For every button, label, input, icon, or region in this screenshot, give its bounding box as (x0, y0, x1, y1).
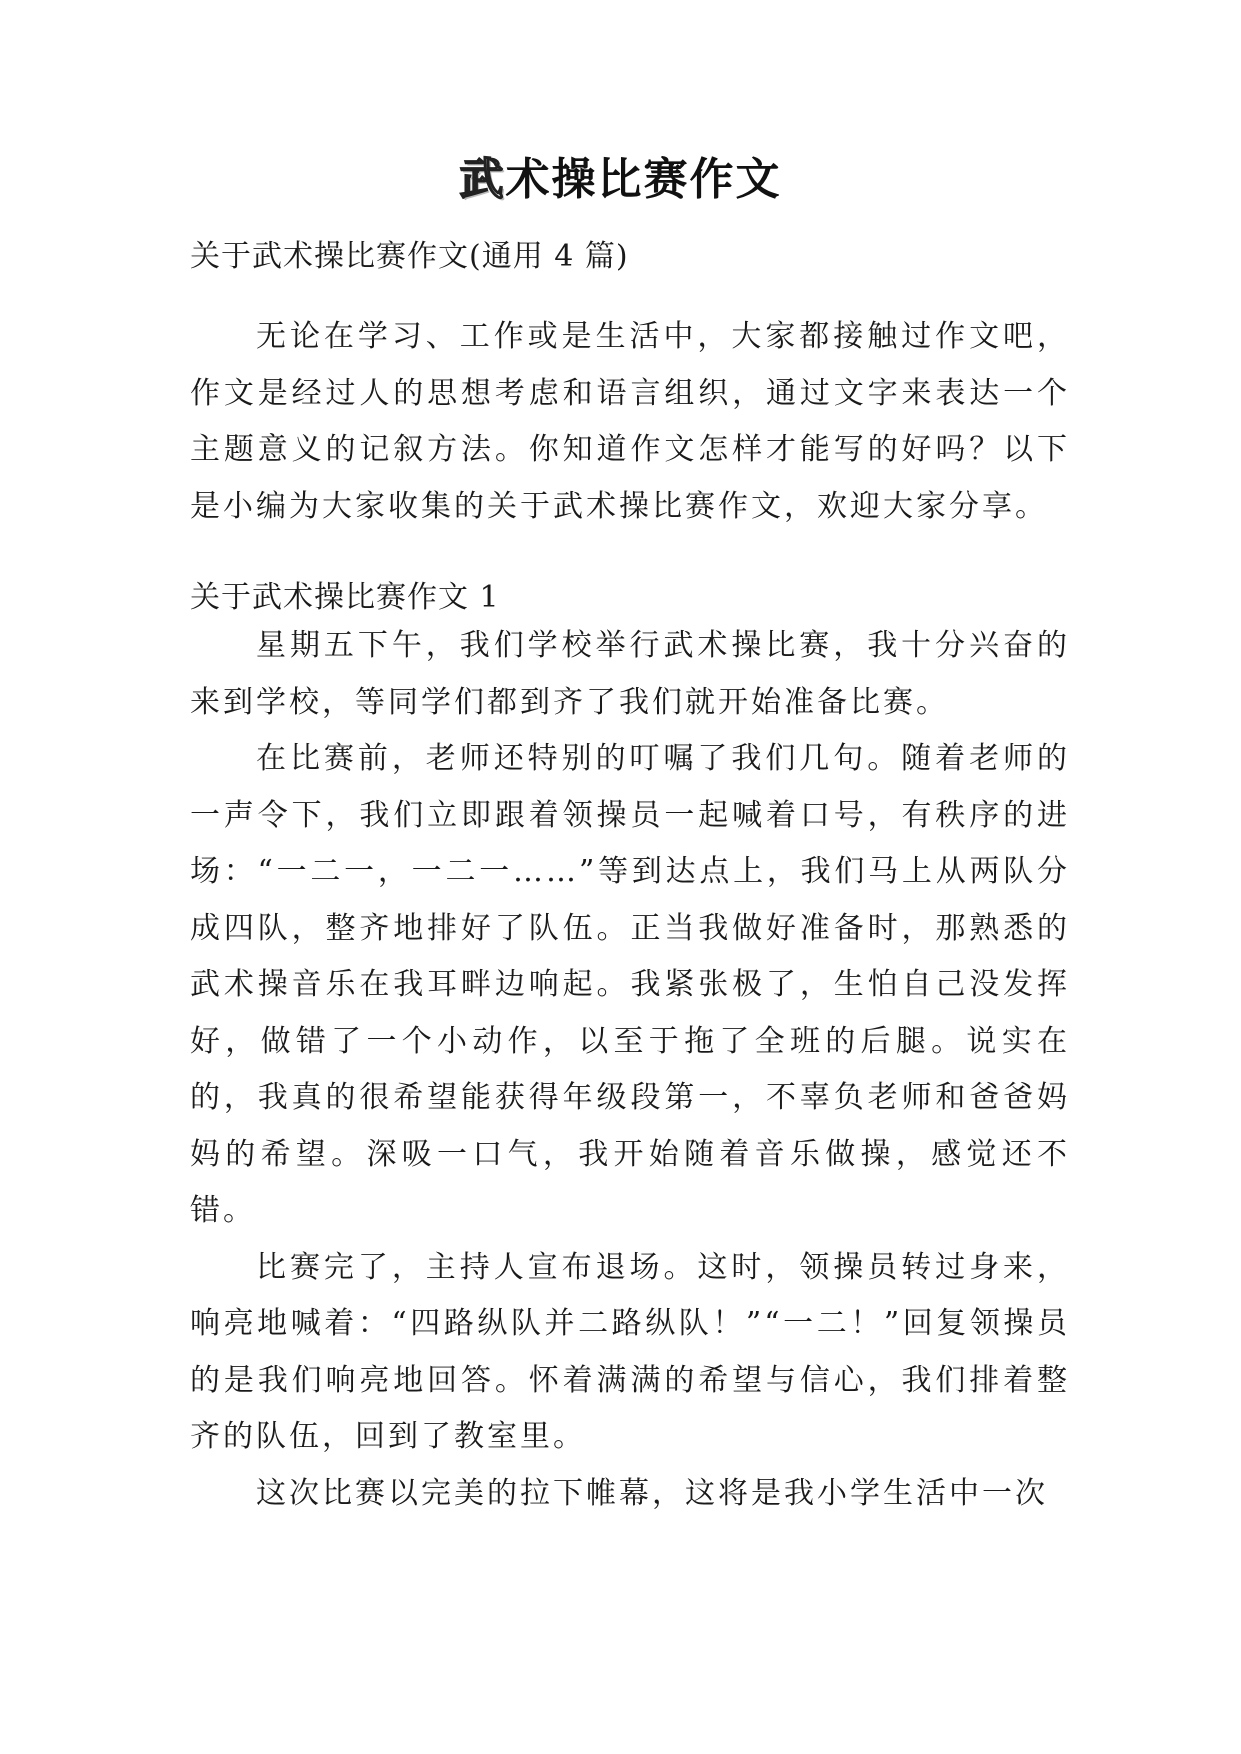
document-subtitle: 关于武术操比赛作文(通用 4 篇) (190, 239, 629, 274)
section-heading: 关于武术操比赛作文 1 (190, 580, 500, 615)
section-paragraph-3: 比赛完了，主持人宣布退场。这时，领操员转过身来，响亮地喊着：“四路纵队并二路纵队！”“一二！”回复领操员的是我们响亮地回答。怀着满满的希望与信心，我们排着整齐的队伍，回到了教室里。 (190, 1249, 1070, 1454)
section-body (190, 618, 1070, 1522)
title-first-char: 武 (459, 154, 506, 205)
title-rest: 术操比赛作文 (505, 154, 782, 205)
document-title (0, 150, 1241, 210)
section-paragraph-4: 这次比赛以完美的拉下帷幕，这将是我小学生活中一次 (256, 1475, 1048, 1511)
intro-paragraph: 无论在学习、工作或是生活中，大家都接触过作文吧，作文是经过人的思想考虑和语言组织，通过文字来表达一个主题意义的记叙方法。你知道作文怎样才能写的好吗？以下是小编为大家收集的关于武术操比赛作文，欢迎大家分享。 (190, 319, 1070, 524)
section-paragraph-2: 在比赛前，老师还特别的叮嘱了我们几句。随着老师的一声令下，我们立即跟着领操员一起喊着口号，有秩序的进场：“一二一，一二一……”等到达点上，我们马上从两队分成四队，整齐地排好了队伍。正当我做好准备时，那熟悉的武术操音乐在我耳畔边响起。我紧张极了，生怕自己没发挥好，做错了一个小动作，以至于拖了全班的后腿。说实在的，我真的很希望能获得年级段第一，不辜负老师和爸爸妈妈的希望。深吸一口气，我开始随着音乐做操，感觉还不错。 (190, 741, 1070, 1228)
section-paragraph-1: 星期五下午，我们学校举行武术操比赛，我十分兴奋的来到学校，等同学们都到齐了我们就开始准备比赛。 (190, 628, 1070, 720)
intro-block (190, 309, 1070, 535)
